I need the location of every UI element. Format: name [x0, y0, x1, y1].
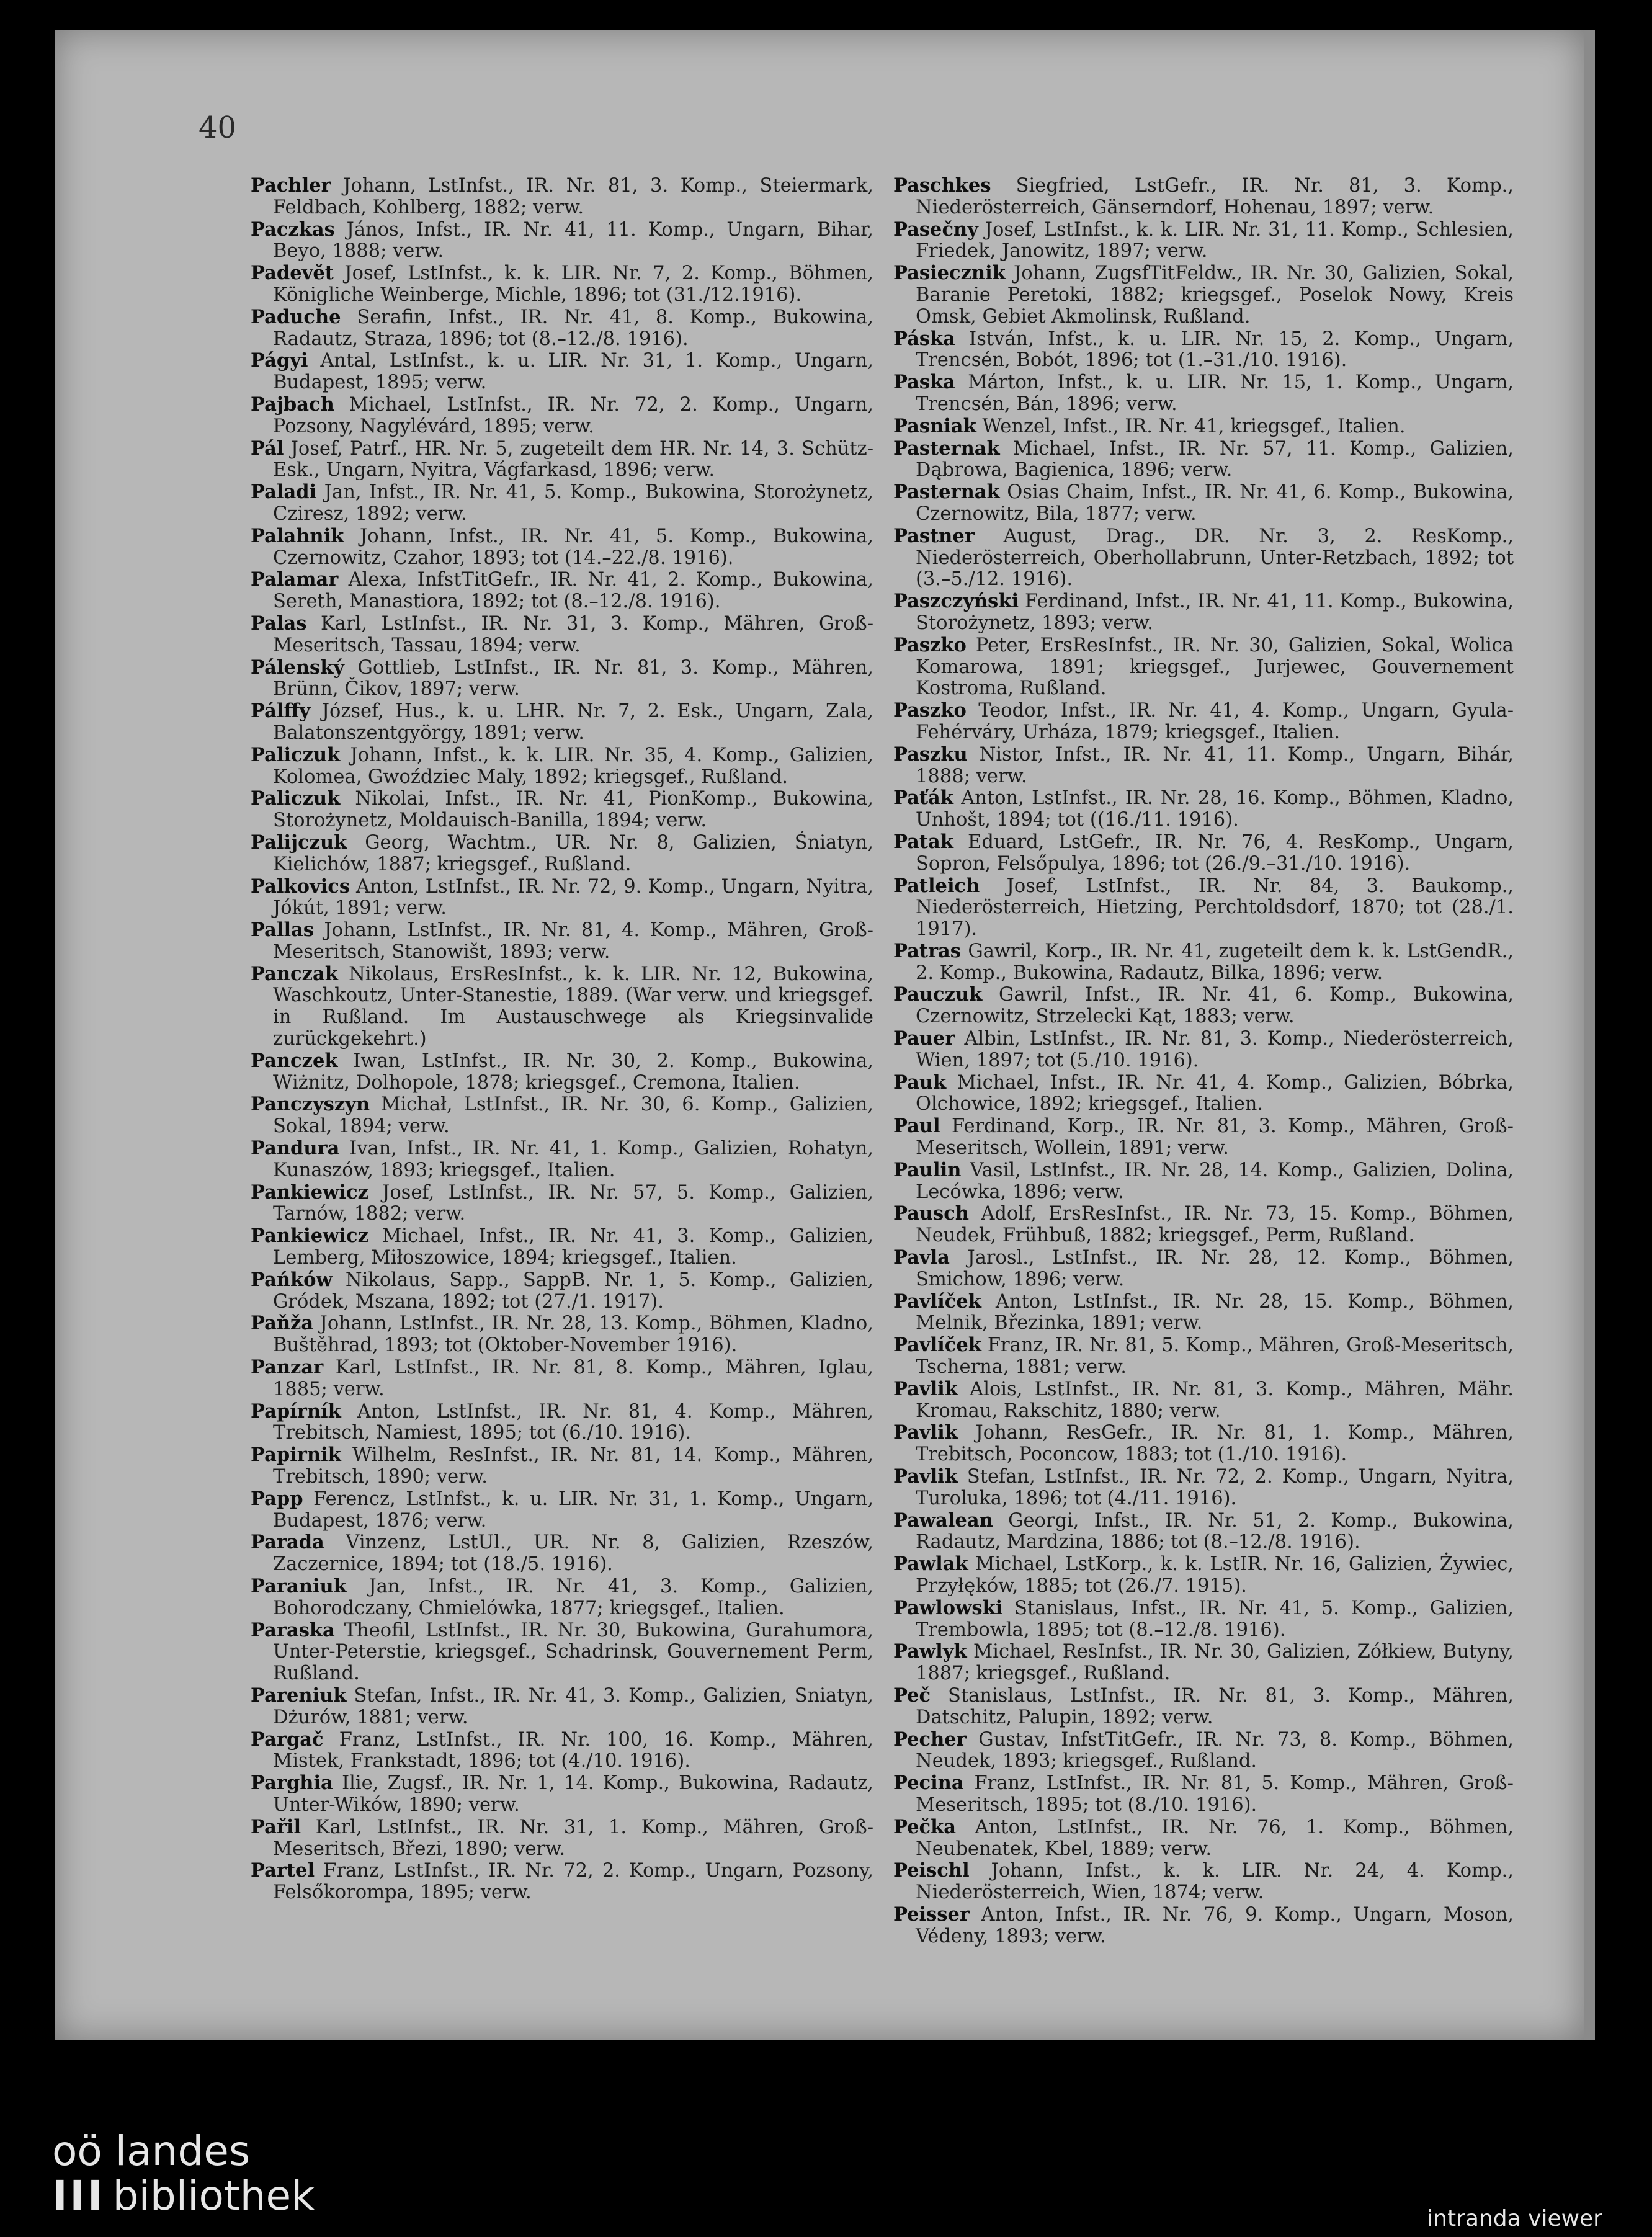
entry-details: Georg, Wachtm., UR. Nr. 8, Galizien, Śniatyn, Kielichów, 1887; kriegsgef., Rußland. — [273, 831, 873, 875]
entry-details: Stanislaus, Infst., IR. Nr. 41, 5. Komp., Galizien, Trembowla, 1895; tot (8.–12./8. 1916). — [916, 1597, 1514, 1641]
entry-details: Franz, LstInfst., IR. Nr. 72, 2. Komp., Ungarn, Pozsony, Felsőkorompa, 1895; verw. — [273, 1860, 873, 1904]
viewer-label[interactable]: intranda viewer — [1427, 2206, 1602, 2231]
entry-details: Nikolai, Infst., IR. Nr. 41, PionKomp., Bukowina, Storożynetz, Moldauisch-Banilla, 1894; verw. — [273, 788, 873, 832]
entry-surname: Pálffy — [251, 700, 311, 723]
register-entry — [893, 940, 1514, 985]
entry-details: Eduard, LstGefr., IR. Nr. 76, 4. ResKomp., Ungarn, Sopron, Felsőpulya, 1896; tot (26./9.–31./10. 1916). — [916, 831, 1514, 875]
entry-details: Josef, LstInfst., k. k. LIR. Nr. 31, 11. Komp., Schlesien, Friedek, Janowitz, 1897; verw. — [916, 218, 1514, 262]
entry-details: August, Drag., DR. Nr. 3, 2. ResKomp., Niederösterreich, Oberhollabrunn, Unter-Retzbach, 1892; tot (3.–5./12. 1916). — [916, 525, 1514, 591]
entry-details: Antal, LstInfst., k. u. LIR. Nr. 31, 1. Komp., Ungarn, Budapest, 1895; verw. — [273, 350, 873, 394]
entry-surname: Pausch — [893, 1202, 969, 1225]
entry-surname: Pawlowski — [893, 1596, 1003, 1619]
entry-surname: Pavla — [893, 1246, 950, 1269]
entry-surname: Panczyszyn — [251, 1093, 370, 1116]
register-entry — [893, 1553, 1514, 1597]
entry-details: Johann, Infst., IR. Nr. 41, 5. Komp., Bukowina, Czernowitz, Czahor, 1893; tot (14.–22./8. 1916). — [273, 525, 873, 569]
entry-surname: Pecina — [893, 1772, 964, 1795]
register-entry — [251, 657, 873, 701]
entry-details: József, Hus., k. u. LHR. Nr. 7, 2. Esk., Ungarn, Zala, Balatonszentgyörgy, 1891; verw. — [273, 700, 873, 744]
entry-surname: Parghia — [251, 1772, 333, 1795]
register-entry — [251, 219, 873, 263]
entry-surname: Palahnik — [251, 524, 344, 547]
register-entry — [893, 1203, 1514, 1247]
entry-surname: Págyi — [251, 349, 308, 372]
entry-details: Osias Chaim, Infst., IR. Nr. 41, 6. Komp., Bukowina, Czernowitz, Bila, 1877; verw. — [916, 481, 1514, 525]
entry-surname: Patleich — [893, 874, 980, 897]
entry-surname: Pauk — [893, 1071, 947, 1094]
entry-details: Johann, LstInfst., IR. Nr. 28, 13. Komp., Böhmen, Kladno, Buštěhrad, 1893; tot (Oktober-November 1916). — [273, 1313, 873, 1357]
register-entry — [893, 416, 1514, 438]
register-entry — [251, 1050, 873, 1094]
logo-line1: oö landes — [52, 2127, 251, 2175]
entry-surname: Padevět — [251, 262, 334, 285]
entry-details: Jan, Infst., IR. Nr. 41, 5. Komp., Bukowina, Storożynetz, Cziresz, 1892; verw. — [273, 481, 873, 525]
entry-surname: Paťák — [893, 787, 953, 810]
entry-details: János, Infst., IR. Nr. 41, 11. Komp., Ungarn, Bihar, Beyo, 1888; verw. — [273, 218, 873, 262]
register-entry — [893, 1466, 1514, 1510]
register-entry — [251, 1532, 873, 1576]
register-entry — [893, 1159, 1514, 1203]
register-entry — [893, 1510, 1514, 1554]
register-entry — [251, 1685, 873, 1729]
entry-surname: Paul — [893, 1115, 940, 1138]
register-entry — [893, 1072, 1514, 1116]
register-entry — [893, 1816, 1514, 1860]
register-entry — [251, 438, 873, 482]
entry-surname: Patak — [893, 830, 953, 853]
register-entry — [251, 1816, 873, 1860]
entry-surname: Patras — [893, 939, 961, 962]
entry-details: Nistor, Infst., IR. Nr. 41, 11. Komp., Ungarn, Bihár, 1888; verw. — [916, 743, 1514, 787]
entry-surname: Pawlak — [893, 1553, 968, 1576]
entry-details: Jan, Infst., IR. Nr. 41, 3. Komp., Galizien, Bohorodczany, Chmielówka, 1877; kriegsgef., Italien. — [273, 1576, 873, 1619]
register-entry — [251, 1444, 873, 1488]
register-entry — [251, 262, 873, 306]
entry-surname: Paszko — [893, 699, 967, 722]
register-entry — [893, 984, 1514, 1028]
register-entry — [251, 1225, 873, 1269]
register-entry — [251, 1269, 873, 1313]
entry-details: Ilie, Zugsf., IR. Nr. 1, 14. Komp., Bukowina, Radautz, Unter-Wików, 1890; verw. — [273, 1772, 873, 1816]
entry-surname: Pankiewicz — [251, 1225, 368, 1248]
entry-details: Josef, Patrf., HR. Nr. 5, zugeteilt dem HR. Nr. 14, 3. Schütz-Esk., Ungarn, Nyitra, Vágfarkasd, 1896; verw. — [273, 437, 873, 481]
entry-surname: Pandura — [251, 1137, 340, 1160]
register-entry — [251, 1401, 873, 1445]
entry-surname: Partel — [251, 1859, 315, 1882]
entry-surname: Pálenský — [251, 656, 345, 679]
entry-surname: Pavlíček — [893, 1290, 981, 1313]
entry-surname: Pavlíček — [893, 1334, 981, 1357]
register-entry — [893, 1772, 1514, 1816]
register-entry — [893, 1291, 1514, 1335]
entry-details: Márton, Infst., k. u. LIR. Nr. 15, 1. Komp., Ungarn, Trencsén, Bán, 1896; verw. — [916, 372, 1514, 415]
entry-surname: Pavlik — [893, 1377, 958, 1400]
entry-details: Michael, Infst., IR. Nr. 57, 11. Komp., Galizien, Dąbrowa, Bagienica, 1896; verw. — [916, 437, 1514, 481]
entry-details: Josef, LstInfst., IR. Nr. 84, 3. Baukomp., Niederösterreich, Hietzing, Perchtoldsdorf, 1870; tot (28./1. 1917). — [916, 875, 1514, 940]
register-entry — [251, 394, 873, 438]
entry-details: Theofil, LstInfst., IR. Nr. 30, Bukowina, Gurahumora, Unter-Peterstie, kriegsgef., Schadrinsk, Gouvernement Perm, Rußland. — [273, 1619, 873, 1685]
entry-details: Johann, LstInfst., IR. Nr. 81, 3. Komp., Steiermark, Feldbach, Kohlberg, 1882; verw. — [273, 175, 873, 218]
entry-surname: Pecher — [893, 1728, 967, 1751]
entry-surname: Panzar — [251, 1356, 324, 1379]
register-entry — [893, 525, 1514, 591]
entry-details: Stanislaus, LstInfst., IR. Nr. 81, 3. Komp., Mähren, Datschitz, Palupin, 1892; verw. — [916, 1684, 1514, 1728]
entry-details: Johann, LstInfst., IR. Nr. 81, 4. Komp., Mähren, Groß-Meseritsch, Stanowišt, 1893; verw. — [273, 919, 873, 963]
register-entry — [893, 1597, 1514, 1641]
entry-details: Anton, Infst., IR. Nr. 76, 9. Komp., Ungarn, Moson, Védeny, 1893; verw. — [916, 1903, 1514, 1947]
right-column — [893, 175, 1514, 1948]
register-entry — [893, 831, 1514, 875]
entry-surname: Panczek — [251, 1049, 338, 1072]
entry-details: Johann, Infst., k. k. LIR. Nr. 24, 4. Komp., Niederösterreich, Wien, 1874; verw. — [916, 1860, 1514, 1904]
entry-details: Alexa, InfstTitGefr., IR. Nr. 41, 2. Komp., Bukowina, Sereth, Manastiora, 1892; tot (8.–12./8. 1916). — [273, 569, 873, 613]
register-entry — [893, 1641, 1514, 1685]
entry-surname: Paszczyński — [893, 590, 1019, 613]
entry-surname: Paszko — [893, 633, 967, 656]
entry-surname: Peischl — [893, 1859, 970, 1882]
entry-surname: Pareniuk — [251, 1684, 347, 1707]
entry-surname: Panczak — [251, 962, 338, 985]
entry-surname: Pauczuk — [893, 983, 983, 1006]
register-entry — [251, 876, 873, 920]
page-number: 40 — [199, 110, 237, 145]
entry-details: Gottlieb, LstInfst., IR. Nr. 81, 3. Komp., Mähren, Brünn, Čikov, 1897; verw. — [273, 656, 873, 700]
entry-details: Franz, IR. Nr. 81, 5. Komp., Mähren, Groß-Meseritsch, Tscherna, 1881; verw. — [916, 1334, 1514, 1378]
entry-surname: Paszku — [893, 743, 968, 766]
register-entry — [251, 175, 873, 219]
entry-surname: Páska — [893, 327, 955, 350]
register-entry — [251, 1357, 873, 1401]
entry-details: Ferdinand, Korp., IR. Nr. 81, 3. Komp., Mähren, Groß-Meseritsch, Wollein, 1891; verw. — [916, 1115, 1514, 1159]
register-entry — [251, 350, 873, 394]
entry-details: Vasil, LstInfst., IR. Nr. 28, 14. Komp., Galizien, Dolina, Lecówka, 1896; verw. — [916, 1159, 1514, 1203]
entry-details: Siegfried, LstGefr., IR. Nr. 81, 3. Komp., Niederösterreich, Gänserndorf, Hohenau, 1897; verw. — [916, 175, 1514, 218]
entry-details: Iwan, LstInfst., IR. Nr. 30, 2. Komp., Bukowina, Wiżnitz, Dolhopole, 1878; kriegsgef., Cremona, Italien. — [273, 1050, 873, 1094]
entry-details: Teodor, Infst., IR. Nr. 41, 4. Komp., Ungarn, Gyula-Fehérváry, Urháza, 1879; kriegsgef., Italien. — [916, 700, 1514, 743]
register-entry — [893, 700, 1514, 744]
register-entry — [251, 1860, 873, 1904]
logo-line2-text: bibliothek — [112, 2172, 315, 2220]
register-entry — [893, 219, 1514, 263]
register-entry — [893, 1422, 1514, 1466]
register-entry — [893, 787, 1514, 831]
entry-details: Karl, LstInfst., IR. Nr. 81, 8. Komp., Mähren, Iglau, 1885; verw. — [273, 1357, 873, 1400]
entry-surname: Pavlik — [893, 1465, 958, 1488]
entry-details: Anton, LstInfst., IR. Nr. 28, 16. Komp., Böhmen, Kladno, Unhošt, 1894; tot ((16./11. 1916). — [916, 787, 1514, 831]
register-entry — [251, 744, 873, 788]
entry-surname: Pavlik — [893, 1421, 958, 1444]
entry-details: Alois, LstInfst., IR. Nr. 81, 3. Komp., Mähren, Mähr. Kromau, Rakschitz, 1880; verw. — [916, 1378, 1514, 1422]
entry-details: Peter, ErsResInfst., IR. Nr. 30, Galizien, Sokal, Wolica Komarowa, 1891; kriegsgef., Jurjewec, Gouvernement Kostroma, Rußland. — [916, 634, 1514, 700]
register-entry — [251, 481, 873, 525]
entry-surname: Pasiecznik — [893, 262, 1006, 285]
entry-details: Anton, LstInfst., IR. Nr. 76, 1. Komp., Böhmen, Neubenatek, Kbel, 1889; verw. — [916, 1816, 1514, 1860]
register-entry — [893, 1334, 1514, 1378]
entry-details: Franz, LstInfst., IR. Nr. 81, 5. Komp., Mähren, Groß-Meseritsch, 1895; tot (8./10. 1916). — [916, 1772, 1514, 1816]
entry-surname: Pasečny — [893, 218, 978, 241]
entry-details: Ferdinand, Infst., IR. Nr. 41, 11. Komp., Bukowina, Storożynetz, 1893; verw. — [916, 591, 1514, 634]
register-entry — [893, 1685, 1514, 1729]
entry-surname: Pańków — [251, 1268, 333, 1291]
entry-details: Gawril, Infst., IR. Nr. 41, 6. Komp., Bukowina, Czernowitz, Strzelecki Kąt, 1883; verw. — [916, 984, 1514, 1028]
entry-details: Johann, Infst., k. k. LIR. Nr. 35, 4. Komp., Galizien, Kolomea, Gwoździec Maly, 1892; kriegsgef., Rußland. — [273, 744, 873, 788]
entry-details: Karl, LstInfst., IR. Nr. 31, 1. Komp., Mähren, Groß-Meseritsch, Březi, 1890; verw. — [273, 1816, 873, 1860]
register-entry — [893, 1860, 1514, 1904]
register-entry — [251, 1488, 873, 1532]
entry-surname: Paňža — [251, 1312, 314, 1335]
logo-bars: III — [52, 2172, 105, 2220]
entry-details: Karl, LstInfst., IR. Nr. 31, 3. Komp., Mähren, Groß-Meseritsch, Tassau, 1894; verw. — [273, 612, 873, 656]
register-entry — [251, 1138, 873, 1182]
entry-surname: Paczkas — [251, 218, 335, 241]
entry-details: Anton, LstInfst., IR. Nr. 28, 15. Komp., Böhmen, Melnik, Březinka, 1891; verw. — [916, 1290, 1514, 1334]
register-entry — [893, 175, 1514, 219]
entry-surname: Papp — [251, 1487, 303, 1510]
register-entry — [251, 1576, 873, 1620]
register-entry — [251, 306, 873, 351]
entry-surname: Parada — [251, 1531, 324, 1554]
entry-details: Johann, ZugsfTitFeldw., IR. Nr. 30, Galizien, Sokal, Baranie Peretoki, 1882; kriegsgef., Poselok Nowy, Kreis Omsk, Gebiet Akmolinsk, Rußland. — [916, 262, 1514, 328]
register-entry — [893, 328, 1514, 372]
entry-details: Franz, LstInfst., IR. Nr. 100, 16. Komp., Mähren, Mistek, Frankstadt, 1896; tot (4./10. 1916). — [273, 1728, 873, 1772]
register-entry — [251, 1094, 873, 1138]
entry-details: Michael, LstInfst., IR. Nr. 72, 2. Komp., Ungarn, Pozsony, Nagylévárd, 1895; verw. — [273, 393, 873, 437]
entry-details: Albin, LstInfst., IR. Nr. 81, 3. Komp., Niederösterreich, Wien, 1897; tot (5./10. 1916). — [916, 1028, 1514, 1071]
entry-surname: Palamar — [251, 568, 339, 591]
register-entry — [893, 1028, 1514, 1072]
entry-details: Vinzenz, LstUl., UR. Nr. 8, Galizien, Rzeszów, Zaczernice, 1894; tot (18./5. 1916). — [273, 1532, 873, 1576]
entry-surname: Palas — [251, 612, 307, 635]
entry-surname: Pallas — [251, 919, 314, 942]
entry-details: Johann, ResGefr., IR. Nr. 81, 1. Komp., Mähren, Trebitsch, Poconcow, 1883; tot (1./10. 1916). — [916, 1422, 1514, 1466]
entry-details: Georgi, Infst., IR. Nr. 51, 2. Komp., Bukowina, Radautz, Mardzina, 1886; tot (8.–12./8. 1916). — [916, 1509, 1514, 1553]
register-entry — [893, 635, 1514, 700]
register-entry — [251, 569, 873, 613]
entry-surname: Pařil — [251, 1815, 301, 1838]
entry-surname: Pankiewicz — [251, 1181, 368, 1203]
register-entry — [251, 963, 873, 1050]
entry-details: Gustav, InfstTitGefr., IR. Nr. 73, 8. Komp., Böhmen, Neudek, 1893; kriegsgef., Rußland. — [916, 1728, 1514, 1772]
entry-surname: Paska — [893, 371, 955, 394]
entry-surname: Pasternak — [893, 437, 1000, 460]
entry-surname: Paladi — [251, 481, 317, 504]
entry-details: Gawril, Korp., IR. Nr. 41, zugeteilt dem k. k. LstGendR., 2. Komp., Bukowina, Radautz, Bilka, 1896; verw. — [916, 940, 1514, 984]
register-entry — [251, 788, 873, 832]
entry-surname: Pawalean — [893, 1509, 993, 1532]
register-entry — [893, 1247, 1514, 1291]
entry-surname: Peisser — [893, 1903, 970, 1926]
entry-surname: Paraniuk — [251, 1575, 347, 1597]
register-entry — [251, 1182, 873, 1226]
entry-details: Stefan, LstInfst., IR. Nr. 72, 2. Komp., Ungarn, Nyitra, Turoluka, 1896; tot (4./11. 1916). — [916, 1466, 1514, 1509]
register-entry — [893, 372, 1514, 416]
entry-details: Ivan, Infst., IR. Nr. 41, 1. Komp., Galizien, Rohatyn, Kunaszów, 1893; kriegsgef., Italien. — [273, 1138, 873, 1181]
entry-details: Jarosl., LstInfst., IR. Nr. 28, 12. Komp., Böhmen, Smichow, 1896; verw. — [916, 1247, 1514, 1290]
register-entry — [251, 919, 873, 963]
entry-surname: Pachler — [251, 174, 331, 197]
entry-surname: Pajbach — [251, 393, 334, 416]
entry-details: Michael, Infst., IR. Nr. 41, 3. Komp., Galizien, Lemberg, Miłoszowice, 1894; kriegsgef., Italien. — [273, 1225, 873, 1269]
register-entry — [251, 613, 873, 657]
entry-surname: Pál — [251, 437, 284, 460]
register-entry — [893, 262, 1514, 328]
register-entry — [251, 525, 873, 569]
entry-details: Wenzel, Infst., IR. Nr. 41, kriegsgef., Italien. — [976, 415, 1406, 437]
entry-surname: Pasternak — [893, 481, 1000, 504]
entry-surname: Pastner — [893, 524, 975, 547]
entry-surname: Pargač — [251, 1728, 324, 1751]
register-entry — [251, 1729, 873, 1773]
register-entry — [251, 1772, 873, 1816]
entry-surname: Paliczuk — [251, 743, 341, 766]
entry-details: Josef, LstInfst., k. k. LIR. Nr. 7, 2. Komp., Böhmen, Königliche Weinberge, Michle, 1896; tot (31./12.1916). — [273, 262, 873, 306]
register-entry — [893, 1904, 1514, 1948]
entry-details: Nikolaus, Sapp., SappB. Nr. 1, 5. Komp., Galizien, Gródek, Mszana, 1892; tot (27./1. 1917). — [273, 1269, 873, 1313]
entry-details: Michael, LstKorp., k. k. LstIR. Nr. 16, Galizien, Żywiec, Przyłęków, 1885; tot (26./7. 1915). — [916, 1553, 1514, 1597]
entry-details: Anton, LstInfst., IR. Nr. 81, 4. Komp., Mähren, Trebitsch, Namiest, 1895; tot (6./10. 1916). — [273, 1400, 873, 1444]
entry-surname: Paulin — [893, 1158, 962, 1181]
entry-details: Michael, Infst., IR. Nr. 41, 4. Komp., Galizien, Bóbrka, Olchowice, 1892; kriegsgef., Italien. — [916, 1071, 1514, 1115]
entry-surname: Paraska — [251, 1619, 335, 1641]
entry-details: Michał, LstInfst., IR. Nr. 30, 6. Komp., Galizien, Sokal, 1894; verw. — [273, 1094, 873, 1138]
entry-details: Michael, ResInfst., IR. Nr. 30, Galizien, Zółkiew, Butyny, 1887; kriegsgef., Rußland. — [916, 1641, 1514, 1685]
entry-surname: Paliczuk — [251, 787, 341, 810]
logo-line2 — [52, 2174, 315, 2218]
library-logo[interactable] — [52, 2129, 315, 2218]
entry-surname: Paschkes — [893, 174, 991, 197]
register-entry — [893, 875, 1514, 940]
register-entry — [251, 832, 873, 876]
register-entry — [893, 481, 1514, 525]
register-entry — [893, 1378, 1514, 1422]
entry-details: Adolf, ErsResInfst., IR. Nr. 73, 15. Komp., Böhmen, Neudek, Frühbuß, 1882; kriegsgef., Perm, Rußland. — [916, 1203, 1514, 1247]
entry-details: Serafin, Infst., IR. Nr. 41, 8. Komp., Bukowina, Radautz, Straza, 1896; tot (8.–12./8. 1916). — [273, 306, 873, 350]
register-entry — [893, 438, 1514, 482]
register-entry — [893, 1729, 1514, 1773]
entry-details: Anton, LstInfst., IR. Nr. 72, 9. Komp., Ungarn, Nyitra, Jókút, 1891; verw. — [273, 875, 873, 919]
entry-surname: Papírník — [251, 1400, 341, 1422]
register-entry — [251, 700, 873, 744]
entry-details: Ferencz, LstInfst., k. u. LIR. Nr. 31, 1. Komp., Ungarn, Budapest, 1876; verw. — [273, 1488, 873, 1532]
entry-surname: Pauer — [893, 1027, 955, 1050]
entry-details: Josef, LstInfst., IR. Nr. 57, 5. Komp., Galizien, Tarnów, 1882; verw. — [273, 1181, 873, 1225]
entry-surname: Pasniak — [893, 414, 976, 437]
entry-surname: Papirnik — [251, 1444, 341, 1467]
register-entry — [893, 591, 1514, 635]
entry-surname: Palkovics — [251, 875, 350, 898]
entry-surname: Peč — [893, 1684, 931, 1707]
register-entry — [251, 1313, 873, 1357]
register-entry — [893, 1115, 1514, 1159]
register-entry — [251, 1620, 873, 1685]
document-page — [55, 30, 1595, 2040]
entry-details: Wilhelm, ResInfst., IR. Nr. 81, 14. Komp., Mähren, Trebitsch, 1890; verw. — [273, 1444, 873, 1488]
entry-surname: Pawlyk — [893, 1640, 967, 1663]
entry-surname: Pečka — [893, 1815, 956, 1838]
register-entry — [893, 744, 1514, 788]
entry-details: István, Infst., k. u. LIR. Nr. 15, 2. Komp., Ungarn, Trencsén, Bobót, 1896; tot (1.–31./10. 1916). — [916, 328, 1514, 372]
left-column — [251, 175, 873, 1904]
entry-details: Nikolaus, ErsResInfst., k. k. LIR. Nr. 12, Bukowina, Waschkoutz, Unter-Stanestie, 1889. (War verw. und kriegsgef. in Rußland. Im Austauschwege als Kriegsinvalide zurückgekehrt.) — [273, 963, 873, 1050]
entry-surname: Paduche — [251, 305, 341, 328]
entry-details: Stefan, Infst., IR. Nr. 41, 3. Komp., Galizien, Sniatyn, Dżurów, 1881; verw. — [273, 1684, 873, 1728]
entry-surname: Palijczuk — [251, 831, 347, 854]
